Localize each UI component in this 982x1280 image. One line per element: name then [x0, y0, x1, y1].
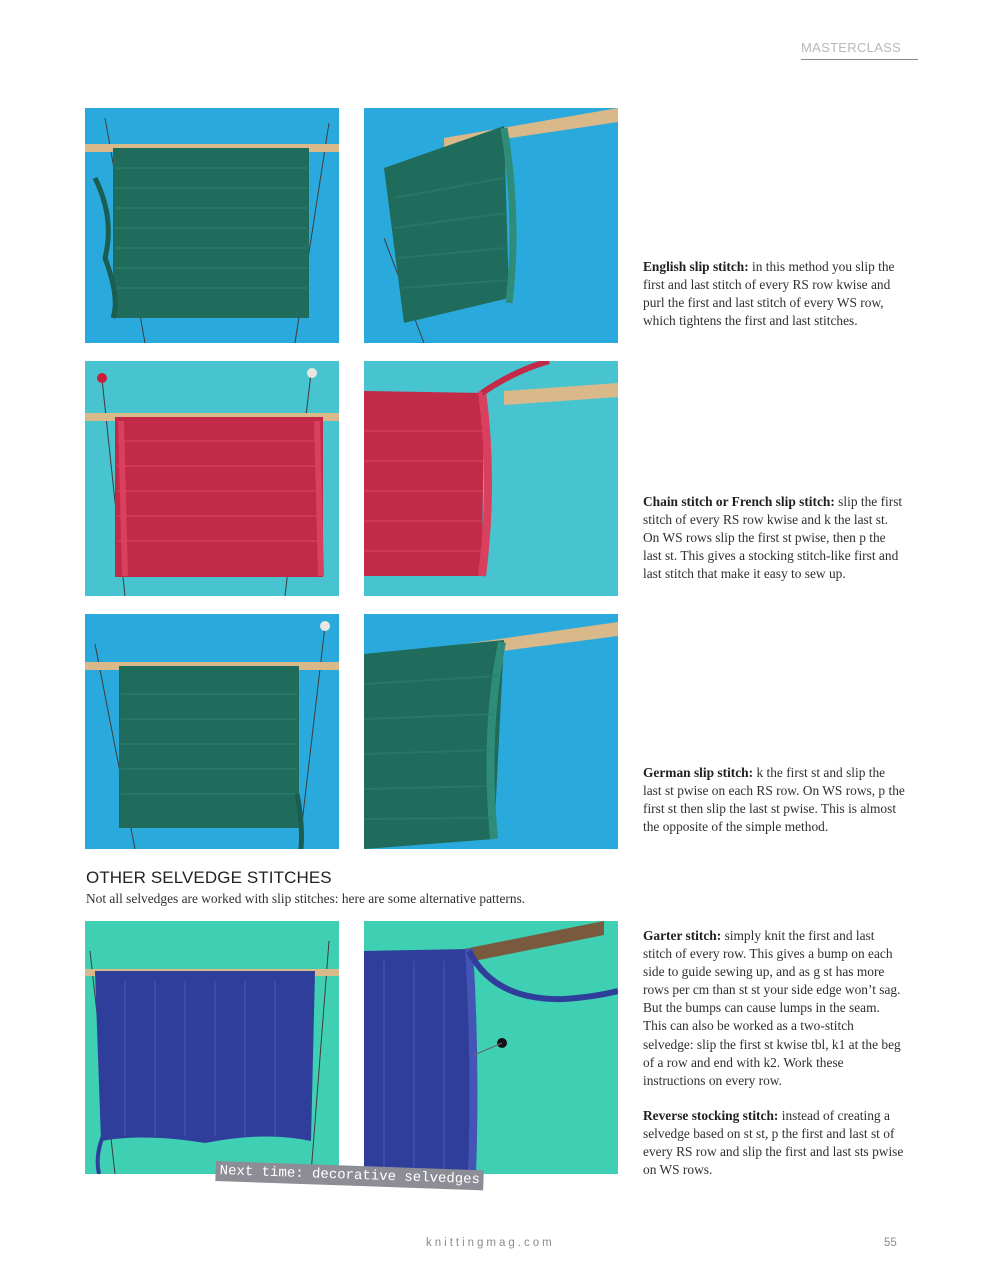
- desc-text: in this method you slip the first and last stitch of every RS row kwise and purl the first and last stitch of every WS row, which tightens the first and last stitches.: [643, 259, 895, 329]
- photo-german-slip-front: [85, 614, 339, 849]
- desc-chain-stitch: [643, 493, 905, 583]
- photo-english-slip-front: [85, 108, 339, 343]
- desc-text: k the first st and slip the last st pwise on each RS row. On WS rows, p the first st then slip the last st pwise. This is almost the opposite of the simple method.: [643, 765, 905, 835]
- footer-website: knittingmag.com: [426, 1237, 555, 1249]
- page-number: 55: [884, 1237, 897, 1249]
- photo-chain-stitch-edge: [364, 361, 618, 596]
- photo-garter-edge: [364, 921, 618, 1174]
- desc-garter-stitch: [643, 927, 905, 1090]
- desc-german-slip-stitch: [643, 764, 905, 836]
- desc-term: English slip stitch:: [643, 259, 749, 274]
- desc-text: slip the first stitch of every RS row kwise and k the last st. On WS rows slip the first st pwise, then p the last st. This gives a stocking stitch-like first and last stitch that make it easy to sew up.: [643, 494, 903, 582]
- desc-term: Chain stitch or French slip stitch:: [643, 494, 835, 509]
- desc-term: German slip stitch:: [643, 765, 754, 780]
- photo-english-slip-edge: [364, 108, 618, 343]
- photo-garter-front: [85, 921, 339, 1174]
- desc-text: instead of creating a selvedge based on st st, p the first and last st of every RS row and slip the first and last sts pwise on WS rows.: [643, 1108, 904, 1178]
- section-subtitle: Not all selvedges are worked with slip stitches: here are some alternative patterns.: [86, 891, 526, 906]
- section-label: MASTERCLASS: [801, 40, 918, 60]
- section-title: OTHER SELVEDGE STITCHES: [86, 868, 332, 887]
- next-time-caption: Next time: decorative selvedges: [215, 1161, 484, 1190]
- photo-chain-stitch-front: [85, 361, 339, 596]
- photo-german-slip-edge: [364, 614, 618, 849]
- desc-term: Garter stitch:: [643, 928, 722, 943]
- desc-english-slip-stitch: [643, 258, 905, 330]
- desc-term: Reverse stocking stitch:: [643, 1108, 779, 1123]
- desc-text: simply knit the first and last stitch of every row. This gives a bump on each side to guide sewing up, and as g st has more rows per cm than st st your side edge won’t sag. But the bumps can cause lumps in the seam. This can also be worked as a two-stitch selvedge: slip the first st kwise tbl, k1 at the beg of a row and end with k2. Work these instructions on every row.: [643, 928, 901, 1088]
- desc-reverse-stocking-stitch: [643, 1107, 905, 1179]
